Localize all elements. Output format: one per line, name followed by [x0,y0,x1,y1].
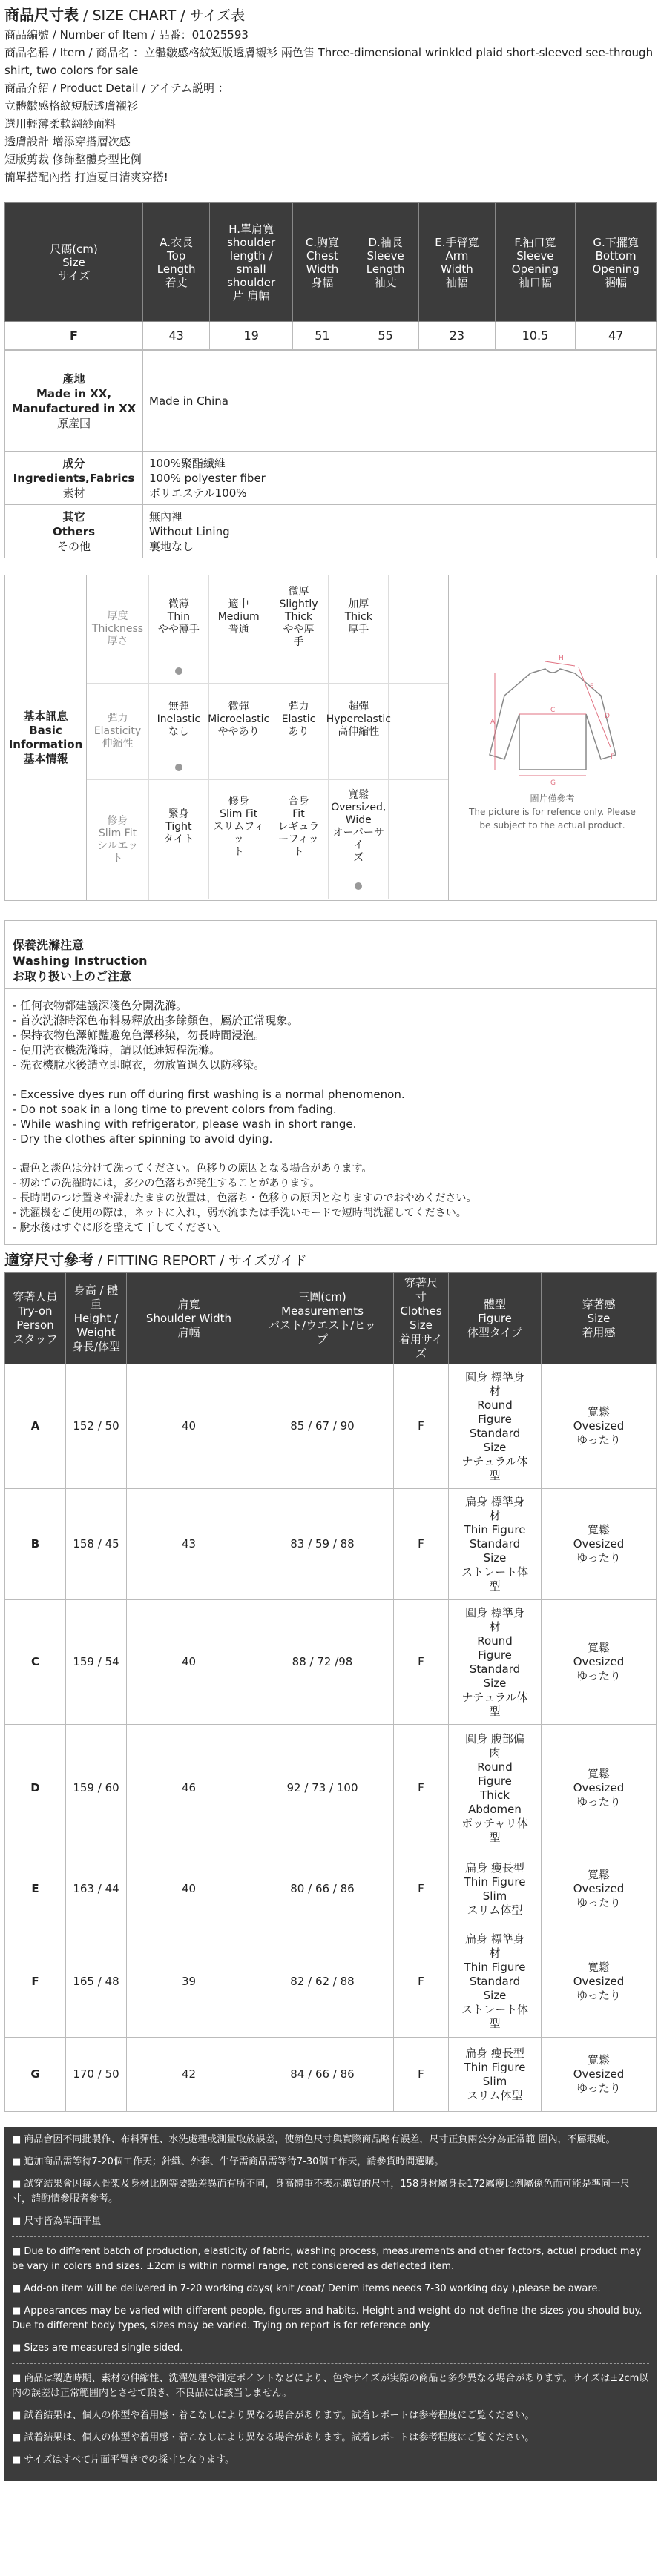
basic-info-grid [87,575,449,900]
others-value [143,505,657,558]
origin-label-zh: 產地 [62,371,85,386]
others-label-zh: 其它 [62,509,85,524]
detail-line: 選用輕薄柔軟網紗面料 [4,117,116,131]
washing-line: - Do not soak in a long time to prevent colors from fading. [13,1103,337,1116]
note-en: ■ Appearances may be varied with different people, figures and habits. Height and weight do not define the sizes you should buy. Due to different body types, sizes may be varied. Trying on report is for reference only. [12,2305,642,2331]
origin-label [5,351,143,452]
washing-zh [13,998,648,1072]
fit-person: C [5,1600,66,1725]
size-chart-title [4,0,657,26]
fitting-row [5,1364,657,1489]
thickness-option: 加厚 Thick 厚手 [329,575,389,658]
fit-shoulder: 46 [127,1725,251,1852]
fit-indicator-cell [329,873,389,899]
fit-measurements: 92 / 73 / 100 [251,1725,394,1852]
fit-figure: 扁身 瘦長型 Thin Figure Slim スリム体型 [449,2038,542,2112]
fitting-row [5,2038,657,2112]
fit-person: B [5,1489,66,1600]
fitting-row [5,1725,657,1852]
fit-feel: 寬鬆 Ovesized ゆったり [542,1926,657,2038]
fit-height-weight: 158 / 45 [66,1489,127,1600]
note-en: ■ Add-on item will be delivered in 7-20 working days( knit /coat/ Denim items needs 7-30 working day ),please be aware. [12,2283,601,2294]
size-cell: 43 [143,322,210,350]
size-chart-header: C.胸寬 Chest Width 身幅 [292,203,352,322]
others-label-en: Others [52,524,96,538]
fit-size: F [394,2038,449,2112]
thickness-indicator-cell [149,658,209,684]
note-jp: ■ 商品は製造時期、素材の伸縮性、洗濯処理や測定ポイントなどにより、色やサイズが実際の商品と多少異なる場合があります。サイズは±2cm以内の誤差は正常範囲内とさせて頂き、不良品には該当しません。 [12,2373,649,2399]
thickness-option: 微薄 Thin やや薄手 [149,575,209,658]
size-chart-title-sub: / SIZE CHART / サイズ表 [79,7,246,24]
size-chart-header: H.單肩寬 shoulder length / small shoulder 片 肩幅 [210,203,293,322]
size-cell: 19 [210,322,293,350]
thickness-indicator-cell [209,658,269,684]
fit-shoulder: 40 [127,1852,251,1926]
fitting-header: 三圍(cm) Measurements バスト/ウエスト/ヒッ プ [251,1273,394,1364]
note-en: ■ Sizes are measured single-sided. [12,2342,183,2354]
elasticity-options [149,684,448,779]
note-zh: ■ 商品會因不同批製作、布料彈性、水洗處理或測量取放誤差，使顏色尺寸與實際商品略有誤差，尺寸正負兩公分為正常範 圍內，不屬瑕疵。 [12,2134,616,2145]
fit-person: E [5,1852,66,1926]
note-jp: ■ サイズはすべて片面平置きでの採寸となります。 [12,2454,235,2466]
note-zh: ■ 尺寸皆為單面平量 [12,2216,102,2227]
svg-text:F: F [610,753,614,761]
fabric-value-line: 100% polyester fiber [149,471,266,485]
washing-line: - 保持衣物色澤鮮豔避免色澤移染，勿長時間浸泡。 [13,1028,266,1042]
washing-line: - 使用洗衣機洗滌時，請以低速短程洗滌。 [13,1043,221,1057]
fit-indicator-row [149,873,448,899]
fit-shoulder: 42 [127,2038,251,2112]
washing-line: - 脫水後はすぐに形を整えて干してください。 [13,1222,228,1234]
washing-line: - 長時間のつけ置きや濡れたままの放置は，色落ち・色移りの原因となりますのでおやめください。 [13,1192,477,1204]
fit-feel: 寬鬆 Ovesized ゆったり [542,2038,657,2112]
washing-line: - 初めての洗濯時には，多少の色落ちが発生することがあります。 [13,1178,320,1189]
fitting-header: 身高 / 體 重 Height / Weight 身長/体型 [66,1273,127,1364]
fit-size: F [394,1600,449,1725]
size-chart-header: G.下擺寬 Bottom Opening 裾幅 [576,203,657,322]
fit-figure: 圓身 標準身 材 Round Figure Standard Size ナチュラル体 型 [449,1600,542,1725]
elasticity-indicator-cell [329,755,389,780]
thickness-option: 微厚 Slightly Thick やや厚 手 [269,575,329,658]
product-info [4,26,657,186]
detail-line: 短版剪裁 修飾整體身型比例 [4,153,142,166]
elasticity-option-row [149,684,448,755]
size-chart-header-row [5,203,657,322]
washing-title-zh: 保養洗滌注意 [13,938,85,952]
size-cell: 55 [352,322,418,350]
fit-option: 緊身 Tight タイト [149,780,209,873]
washing-line: - 洗濯機をご使用の際は，ネットに入れ，弱水流または手洗いモードで短時間洗濯してください。 [13,1207,467,1219]
elasticity-indicator-cell [209,755,269,780]
size-cell: 47 [576,322,657,350]
basic-info-panel [4,575,657,901]
measurement-diagram [449,575,656,900]
fit-options [149,780,448,900]
washing-en [13,1087,648,1146]
fitting-title [4,1245,657,1272]
fitting-header: 穿著感 Size 着用感 [542,1273,657,1364]
washing-line: - Dry the clothes after spinning to avoid dying. [13,1132,273,1146]
fit-size: F [394,1926,449,2038]
fit-figure: 扁身 標準身 材 Thin Figure Standard Size ストレート体 型 [449,1926,542,2038]
fitting-title-sub: / FITTING REPORT / サイズガイド [93,1253,307,1269]
fit-option: 寬鬆 Oversized, Wide オーバーサイ ズ [329,780,389,873]
item-name: 商品名稱 / Item / 商品名 ：立體皺感格紋短版透膚襯衫 兩色售 Three-dimensional wrinkled plaid short-sleeved see-through shirt, two colors for sale [4,46,654,77]
item-number: 商品編號 / Number of Item / 品番：01025593 [4,28,249,42]
note-jp: ■ 試着結果は、個人の体型や着用感・着こなしにより異なる場合があります。試着レポートは参考程度にご覧ください。 [12,2432,535,2443]
size-chart-header: D.袖長 Sleeve Length 袖丈 [352,203,418,322]
fabric-value [143,452,657,505]
others-value-line: 無內裡 [149,509,183,524]
fitting-title-main: 適穿尺寸參考 [4,1251,93,1269]
size-cell: F [5,322,143,350]
fabric-row [5,452,657,505]
size-chart-row [5,322,657,350]
fitting-header: 穿著人員 Try-on Person スタッフ [5,1273,66,1364]
fit-option: 修身 Slim Fit スリムフィッ ト [209,780,269,873]
svg-text:H: H [558,655,564,662]
fit-shoulder: 39 [127,1926,251,2038]
others-label-jp: その他 [56,539,91,553]
fit-indicator-cell [269,873,329,899]
detail-line: 簡單搭配內搭 打造夏日清爽穿搭! [4,171,168,184]
size-chart-header: A.衣長 Top Length 着丈 [143,203,210,322]
fit-measurements: 80 / 66 / 86 [251,1852,394,1926]
detail-lines [4,97,657,186]
fit-option: 合身 Fit レギュラ ーフィッ ト [269,780,329,873]
size-chart-header: E.手臂寬 Arm Width 袖幅 [419,203,495,322]
fitting-row [5,1926,657,2038]
washing-line: - While washing with refrigerator, please wash in short range. [13,1117,357,1131]
fitting-header-row [5,1273,657,1364]
elasticity-option: 超彈 Hyperelastic 高伸縮性 [329,684,389,755]
others-value-line: Without Lining [149,524,230,538]
fit-option-row [149,780,448,873]
svg-text:D: D [604,713,610,720]
elasticity-option: 無彈 Inelastic なし [149,684,209,755]
elasticity-option: 微彈 Microelastic ややあり [209,684,269,755]
fabric-label-en: Ingredients,Fabrics [13,471,135,485]
size-chart-header: 尺碼(cm) Size サイズ [5,203,143,322]
size-cell: 10.5 [495,322,576,350]
others-row [5,505,657,558]
thickness-label: 厚度 Thickness 厚さ [87,575,149,683]
fitting-row [5,1852,657,1926]
fitting-header: 穿著尺 寸 Clothes Size 着用サイズ [394,1273,449,1364]
fit-row [87,780,448,900]
fit-indicator-cell [209,873,269,899]
washing-jp [13,1161,648,1235]
svg-text:C: C [550,707,555,714]
fit-measurements: 83 / 59 / 88 [251,1489,394,1600]
fit-person: A [5,1364,66,1489]
fit-measurements: 84 / 66 / 86 [251,2038,394,2112]
svg-text:E: E [589,683,594,690]
note-en: ■ Due to different batch of production, elasticity of fabric, washing process, measurements and other factors, actual product may be vary in colors and sizes. ±2cm is within normal range, not considered as deflected item. [12,2246,642,2272]
fit-feel: 寬鬆 Ovesized ゆったり [542,1725,657,1852]
fabric-label-zh: 成分 [62,456,85,470]
fit-size: F [394,1489,449,1600]
elasticity-option: 彈力 Elastic あり [269,684,329,755]
fit-shoulder: 43 [127,1489,251,1600]
fitting-row [5,1600,657,1725]
fit-size: F [394,1852,449,1926]
fabric-value-line: ポリエステル100% [149,486,247,500]
svg-text:G: G [550,779,556,787]
size-cell: 51 [292,322,352,350]
washing-line: - 首次洗滌時深色布料易釋放出多餘顏色，屬於正常現象。 [13,1014,299,1027]
washing-instructions [4,989,657,1245]
fabric-label-jp: 素材 [62,486,85,500]
notes-divider [12,2363,649,2364]
fit-height-weight: 170 / 50 [66,2038,127,2112]
fit-selected-dot [355,882,362,890]
notes-divider [12,2236,649,2237]
elasticity-indicator-row [149,755,448,780]
thickness-option: 適中 Medium 普通 [209,575,269,658]
fit-size: F [394,1725,449,1852]
thickness-row [87,575,448,684]
note-zh: ■ 追加商品需等待7-20個工作天；針織、外套、牛仔需商品需等待7-30個工作天，請參貨時間選購。 [12,2156,444,2167]
fitting-table [4,1272,657,2112]
washing-header [4,920,657,989]
note-jp: ■ 試着結果は、個人の体型や着用感・着こなしにより異なる場合があります。試着レポートは参考程度にご覧ください。 [12,2410,535,2421]
size-chart-header: F.袖口寬 Sleeve Opening 袖口幅 [495,203,576,322]
thickness-indicator-row [149,658,448,684]
fit-feel: 寬鬆 Ovesized ゆったり [542,1600,657,1725]
origin-label-jp: 原産国 [56,416,91,430]
elasticity-label: 彈力 Elasticity 伸縮性 [87,684,149,779]
fit-shoulder: 40 [127,1600,251,1725]
others-value-line: 裏地なし [149,539,194,553]
thickness-option-row [149,575,448,658]
svg-text:A: A [490,719,495,726]
elasticity-indicator-cell [149,755,209,780]
fit-size: F [394,1364,449,1489]
origin-row [5,351,657,452]
fit-indicator-cell [149,873,209,899]
fit-height-weight: 159 / 60 [66,1725,127,1852]
origin-value: Made in China [143,351,657,452]
origin-label-en: Made in XX, Manufactured in XX [11,386,137,415]
fit-height-weight: 152 / 50 [66,1364,127,1489]
elasticity-indicator-cell [269,755,329,780]
others-label [5,505,143,558]
fit-measurements: 82 / 62 / 88 [251,1926,394,2038]
note-zh: ■ 試穿結果會因每人骨架及身材比例等要點差異而有所不同，身高體重不表示購買的尺寸，158身材屬身長172屬瘦比例屬係色而可能是準同一尺寸，請酌情參服者參考。 [12,2179,631,2205]
thickness-indicator-cell [329,658,389,684]
fitting-header: 肩寬 Shoulder Width 肩幅 [127,1273,251,1364]
shirt-measurement-icon [479,644,627,792]
fit-figure: 圓身 標準身 材 Round Figure Standard Size ナチュラル体 型 [449,1364,542,1489]
thickness-indicator-cell [269,658,329,684]
fitting-row [5,1489,657,1600]
elasticity-selected-dot [175,764,182,771]
fit-person: D [5,1725,66,1852]
fit-label: 修身 Slim Fit シルエッ ト [87,780,149,900]
detail-label: 商品介紹 / Product Detail / アイテム説明 ： [4,82,229,95]
washing-title-en: Washing Instruction [13,954,148,968]
fit-figure: 圓身 腹部偏 肉 Round Figure Thick Abdomen ポッチャリ体 型 [449,1725,542,1852]
size-chart-table [4,202,657,350]
fit-measurements: 85 / 67 / 90 [251,1364,394,1489]
diagram-note: 圖片僅參考 The picture is for refence only. Please be subject to the actual product. [469,793,636,830]
size-cell: 23 [419,322,495,350]
elasticity-row [87,684,448,780]
fit-shoulder: 40 [127,1364,251,1489]
fabric-label [5,452,143,505]
fit-feel: 寬鬆 Ovesized ゆったり [542,1852,657,1926]
washing-line: - Excessive dyes run off during first washing is a normal phenomenon. [13,1088,405,1101]
notes-panel [4,2127,657,2481]
fit-person: G [5,2038,66,2112]
fit-feel: 寬鬆 Ovesized ゆったり [542,1364,657,1489]
size-chart-title-main: 商品尺寸表 [4,6,79,24]
washing-line: - 洗衣機脫水後請立即晾衣，勿放置過久以防移染。 [13,1058,266,1071]
fitting-header: 體型 Figure 体型タイプ [449,1273,542,1364]
washing-line: - 任何衣物都建議深淺色分開洗滌。 [13,999,188,1012]
washing-line: - 濃色と淡色は分けて洗ってください。色移りの原因となる場合があります。 [13,1163,372,1175]
fit-person: F [5,1926,66,2038]
detail-line: 立體皺感格紋短版透膚襯衫 [4,99,139,113]
fit-height-weight: 165 / 48 [66,1926,127,2038]
basic-info-label: 基本訊息 Basic Information 基本情報 [5,575,87,900]
fit-height-weight: 159 / 54 [66,1600,127,1725]
fabric-value-line: 100%聚酯纖維 [149,456,226,470]
thickness-options [149,575,448,683]
washing-title-jp: お取り扱い上のご注意 [13,969,132,983]
product-meta-table [4,350,657,558]
fit-feel: 寬鬆 Ovesized ゆったり [542,1489,657,1600]
fit-figure: 扁身 標準身 材 Thin Figure Standard Size ストレート体 型 [449,1489,542,1600]
fit-figure: 扁身 瘦長型 Thin Figure Slim スリム体型 [449,1852,542,1926]
fit-height-weight: 163 / 44 [66,1852,127,1926]
thickness-selected-dot [175,667,182,675]
fit-measurements: 88 / 72 /98 [251,1600,394,1725]
detail-line: 透膚設計 增添穿搭層次感 [4,135,131,148]
